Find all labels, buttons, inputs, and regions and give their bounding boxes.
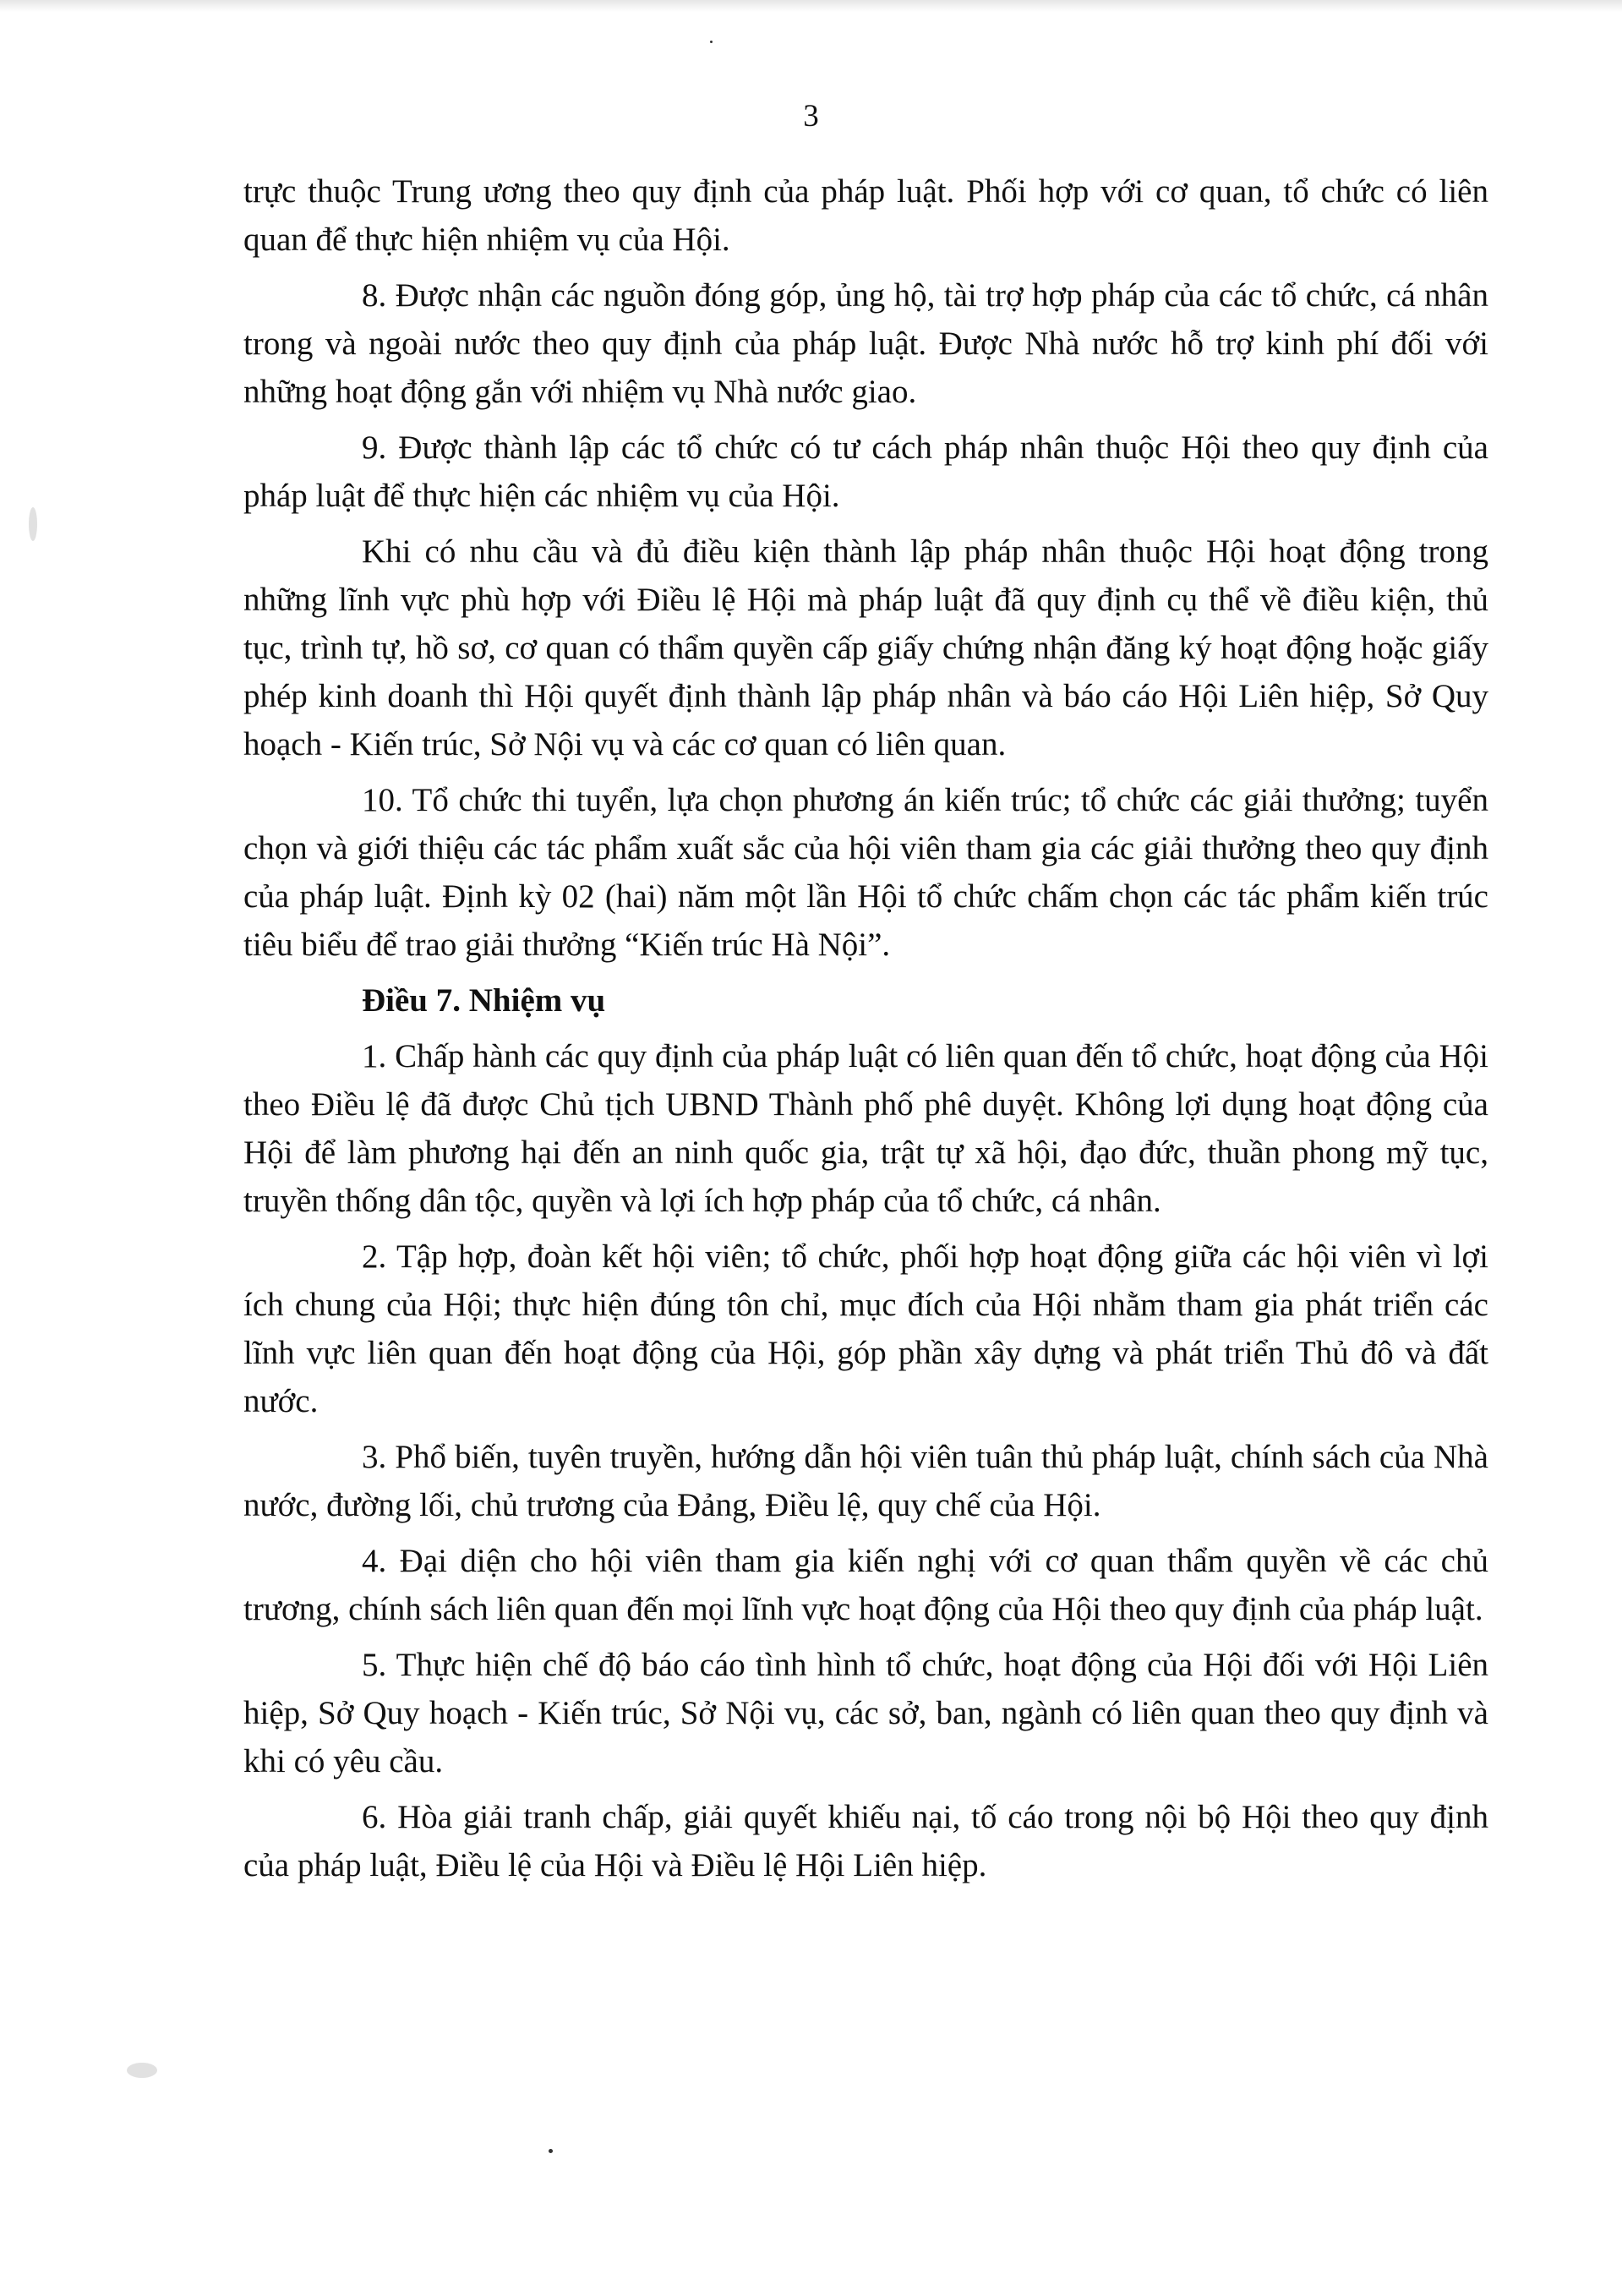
paragraph-duty-4: 4. Đại diện cho hội viên tham gia kiến nghị với cơ quan thẩm quyền về các chủ trương, chính sách liên quan đến mọi lĩnh vực hoạt động của Hội theo quy định của pháp luật.	[243, 1543, 1488, 1627]
paragraph-continuation: trực thuộc Trung ương theo quy định của pháp luật. Phối hợp với cơ quan, tổ chức có liên quan để thực hiện nhiệm vụ của Hội.	[243, 173, 1488, 258]
paragraph-duty-2: 2. Tập hợp, đoàn kết hội viên; tổ chức, phối hợp hoạt động giữa các hội viên vì lợi ích chung của Hội; thực hiện đúng tôn chỉ, mục đích của Hội nhằm tham gia phát triển các lĩnh vực liên quan đến hoạt động của Hội, góp phần xây dựng và phát triển Thủ đô và đất nước.	[243, 1238, 1488, 1419]
paragraph-duty-5: 5. Thực hiện chế độ báo cáo tình hình tổ chức, hoạt động của Hội đối với Hội Liên hiệp, Sở Quy hoạch - Kiến trúc, Sở Nội vụ, các sở, ban, ngành có liên quan theo quy định và khi có yêu cầu.	[243, 1647, 1488, 1779]
article-heading: Điều 7. Nhiệm vụ	[362, 982, 606, 1019]
document-body	[243, 167, 1488, 1897]
paragraph-duty-3: 3. Phổ biến, tuyên truyền, hướng dẫn hội viên tuân thủ pháp luật, chính sách của Nhà nước, đường lối, chủ trương của Đảng, Điều lệ, quy chế của Hội.	[243, 1439, 1488, 1523]
scan-speck	[549, 2149, 553, 2153]
scan-smudge-bottom-left	[127, 2063, 157, 2078]
paragraph-duty-1: 1. Chấp hành các quy định của pháp luật có liên quan đến tổ chức, hoạt động của Hội theo Điều lệ đã được Chủ tịch UBND Thành phố phê duyệt. Không lợi dụng hoạt động của Hội để làm phương hại đến an ninh quốc gia, trật tự xã hội, đạo đức, thuần phong mỹ tục, truyền thống dân tộc, quyền và lợi ích hợp pháp của tổ chức, cá nhân.	[243, 1038, 1488, 1219]
paragraph-legal-entity: Khi có nhu cầu và đủ điều kiện thành lập pháp nhân thuộc Hội hoạt động trong những lĩnh vực phù hợp với Điều lệ Hội mà pháp luật đã quy định cụ thể về điều kiện, thủ tục, trình tự, hồ sơ, cơ quan có thẩm quyền cấp giấy chứng nhận đăng ký hoạt động hoặc giấy phép kinh doanh thì Hội quyết định thành lập pháp nhân và báo cáo Hội Liên hiệp, Sở Quy hoạch - Kiến trúc, Sở Nội vụ và các cơ quan có liên quan.	[243, 533, 1488, 763]
scan-top-edge	[0, 0, 1622, 12]
paragraph-item-10: 10. Tổ chức thi tuyển, lựa chọn phương án kiến trúc; tổ chức các giải thưởng; tuyển chọn và giới thiệu các tác phẩm xuất sắc của hội viên tham gia các giải thưởng theo quy định của pháp luật. Định kỳ 02 (hai) năm một lần Hội tổ chức chấm chọn các tác phẩm kiến trúc tiêu biểu để trao giải thưởng “Kiến trúc Hà Nội”.	[243, 782, 1488, 963]
paragraph-item-9: 9. Được thành lập các tổ chức có tư cách pháp nhân thuộc Hội theo quy định của pháp luật để thực hiện các nhiệm vụ của Hội.	[243, 429, 1488, 514]
page-number: 3	[803, 99, 819, 134]
scan-speck	[710, 41, 713, 43]
paragraph-duty-6: 6. Hòa giải tranh chấp, giải quyết khiếu nại, tố cáo trong nội bộ Hội theo quy định của pháp luật, Điều lệ của Hội và Điều lệ Hội Liên hiệp.	[243, 1799, 1488, 1883]
paragraph-item-8: 8. Được nhận các nguồn đóng góp, ủng hộ, tài trợ hợp pháp của các tổ chức, cá nhân trong và ngoài nước theo quy định của pháp luật. Được Nhà nước hỗ trợ kinh phí đối với những hoạt động gắn với nhiệm vụ Nhà nước giao.	[243, 277, 1488, 410]
scan-smudge-left	[29, 507, 37, 541]
